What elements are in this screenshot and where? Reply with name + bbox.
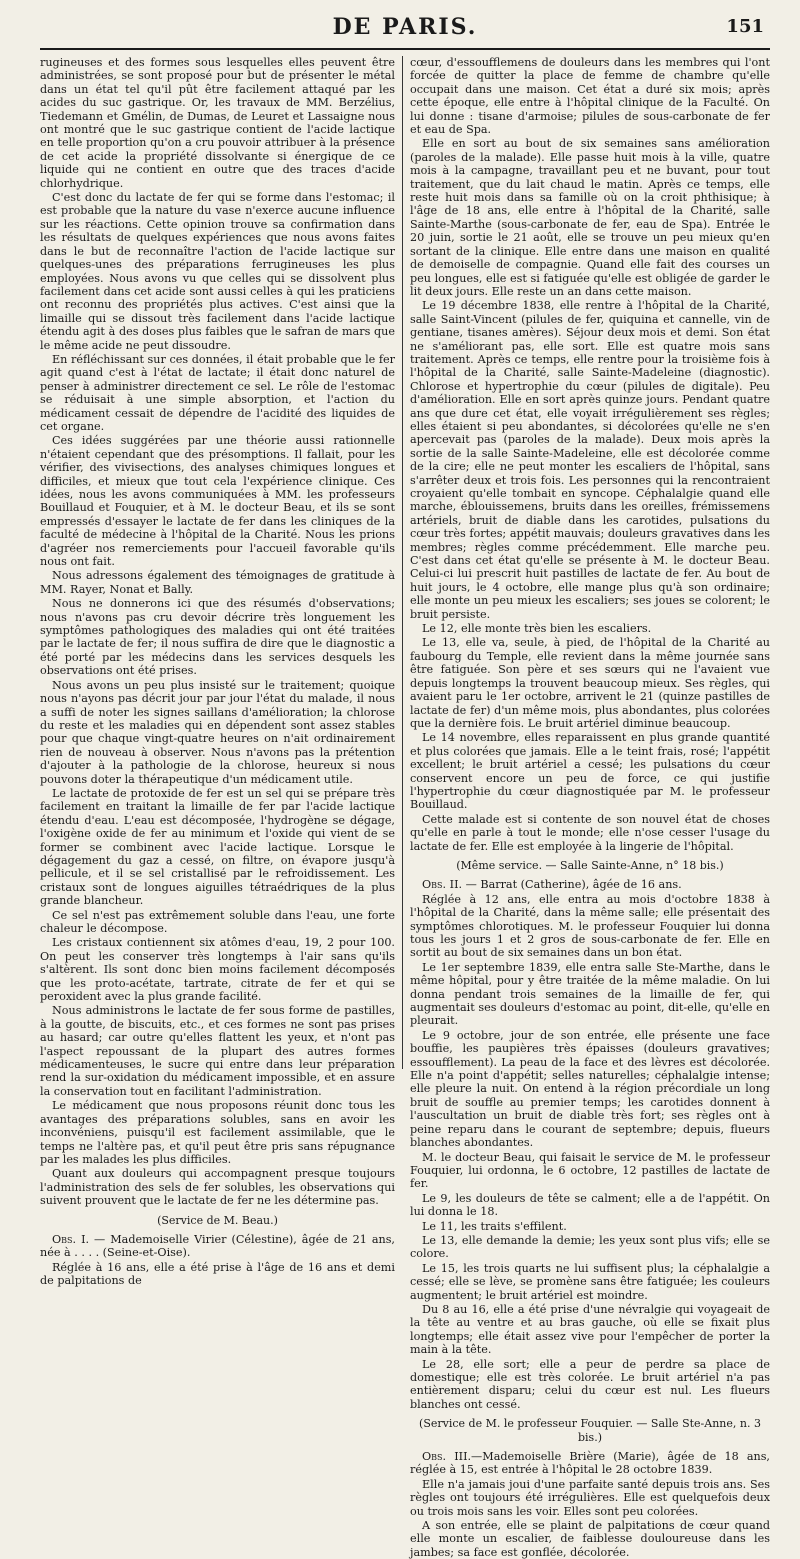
paragraph: M. le docteur Beau, qui faisait le service de M. le professeur Fouquier, lui ordonna, le 6 octobre, 12 pastilles de lactate de fer.: [410, 1150, 770, 1191]
observation-heading: [410, 1450, 770, 1477]
paragraph: Le 28, elle sort; elle a peur de perdre sa place de domestique; elle est très colorée. Le bruit artériel n'a pas entièrement disparu; celui du cœur est nul. Les flueurs blanches ont cessé.: [410, 1357, 770, 1411]
paragraph: cœur, d'essoufflemens de douleurs dans les membres qui l'ont forcée de quitter la place de femme de chambre qu'elle occupait dans une maison. Cet état a duré six mois; après cette époque, elle entre à l'hôpital clinique de la Faculté. On lui donne : tisane d'armoise; pilules de sous-carbonate de fer et eau de Spa.: [410, 56, 770, 137]
paragraph: Nous adressons également des témoignages de gratitude à MM. Rayer, Nonat et Bally.: [40, 569, 395, 596]
paragraph: Cette malade est si contente de son nouvel état de choses qu'elle en parle à tout le monde; elle n'ose cesser l'usage du lactate de fer. Elle est employée à la lingerie de l'hôpital.: [410, 812, 770, 853]
observation-heading: [410, 878, 770, 891]
left-column: [40, 56, 395, 1288]
paragraph: Le 11, les traits s'effilent.: [422, 1219, 567, 1233]
paragraph: C'est donc du lactate de fer qui se forme dans l'estomac; il est probable que la nature du vase n'exerce aucune influence sur les réactions. Cette opinion trouve sa confirmation dans les résultats de quelques expériences que nous avons faites dans le but de reconnaître l'action de l'acide lactique sur quelques-unes des préparations ferrugineuses les plus employées. Nous avons vu que celles qui se dissolvent plus facilement dans cet acide sont aussi celles à qui les praticiens ont reconnu des propriétés plus actives. C'est ainsi que la limaille qui se dissout très facilement dans l'acide lactique étendu agit à des doses plus faibles que le safran de mars que le même acide ne peut dissoudre.: [40, 191, 395, 352]
paragraph: Le 14 novembre, elles reparaissent en plus grande quantité et plus colorées que jamais. Elle a le teint frais, rosé; l'appétit excellent; le bruit artériel a cessé; les pulsations du cœur conservent encore un peu de force, ce qui justifie l'hypertrophie du cœur diagnostiquée par M. le professeur Bouillaud.: [410, 731, 770, 812]
paragraph: Le 9, les douleurs de tête se calment; elle a de l'appétit. On lui donna le 18.: [410, 1191, 770, 1219]
paragraph: En réfléchissant sur ces données, il était probable que le fer agit quand c'est à l'état de lactate; il était donc naturel de penser à administrer directement ce sel. Le rôle de l'estomac se réduisait à une simple absorption, et l'action du médicament cessait de dépendre de l'acidité des liquides de cet organe.: [40, 352, 395, 433]
paragraph: rugineuses et des formes sous lesquelles elles peuvent être administrées, se sont proposé pour but de présenter le métal dans un état tel qu'il pût être facilement attaqué par les acides du suc gastrique. Or, les travaux de MM. Berzélius, Tiedemann et Gmélin, de Dumas, de Leuret et Lassaigne nous ont montré que le suc gastrique contient de l'acide lactique en telle proportion qu'on a cru pouvoir attribuer à la présence de cet acide la propriété dissolvante si énergique de ce liquide qui ne contient en outre que des traces d'acide chlorhydrique.: [40, 56, 395, 190]
paragraph: A son entrée, elle se plaint de palpitations de cœur quand elle monte un escalier, de faiblesse douloureuse dans les jambes; sa face est gonflée, décolorée.: [410, 1519, 770, 1559]
paragraph: Le médicament que nous proposons réunit donc tous les avantages des préparations solubles, sans en avoir les inconvéniens, puisqu'il est facilement assimilable, que le temps ne l'altère pas, et qu'il peut être pris sans répugnance par les malades les plus difficiles.: [40, 1099, 395, 1166]
paragraph: Réglée à 12 ans, elle entra au mois d'octobre 1838 à l'hôpital de la Charité, dans la même salle; elle présentait des symptômes chlorotiques. M. le professeur Fouquier lui donna tous les jours 1 et 2 gros de sous-carbonate de fer. Elle en sortit au bout de six semaines dans un bon état.: [410, 892, 770, 960]
service-heading: (Même service. — Salle Sainte-Anne, n° 18 bis.): [456, 858, 724, 872]
observation-text: —Mademoiselle Brière (Marie), âgée de 18 ans, réglée à 15, est entrée à l'hôpital le 28 octobre 1839.: [410, 1450, 770, 1477]
paragraph: Le 15, les trois quarts ne lui suffisent plus; la céphalalgie a cessé; elle se lève, se promène sans être fatiguée; les couleurs augmentent; le bruit artériel est moindre.: [410, 1261, 770, 1302]
page-header: [40, 14, 770, 50]
service-heading: (Service de M. le professeur Fouquier. — Salle Ste-Anne, n. 3 bis.): [419, 1417, 761, 1444]
paragraph: Nous administrons le lactate de fer sous forme de pastilles, à la goutte, de biscuits, etc., et ces formes ne sont pas prises au hasard; car outre qu'elles flattent les yeux, et n'ont pas l'aspect repoussant de la plupart des autres formes médicamenteuses, le sucre qui entre dans leur préparation rend la sur-oxidation du médicament impossible, et en assure la conservation tout en facilitant l'administration.: [40, 1004, 395, 1098]
observation-heading: [40, 1233, 395, 1260]
paragraph: Le 19 décembre 1838, elle rentre à l'hôpital de la Charité, salle Saint-Vincent (pilules de fer, quiquina et cannelle, vin de gentiane, tisanes amères). Séjour deux mois et demi. Son état ne s'améliorant pas, elle sort. Elle est quatre mois sans traitement. Après ce temps, elle rentre pour la troisième fois à l'hôpital de la Charité, salle Sainte-Madeleine (diagnostic). Chlorose et hypertrophie du cœur (pilules de digitale). Peu d'amélioration. Elle en sort après quinze jours. Pendant quatre ans que dure cet état, elle voyait irrégulièrement ses règles; elles étaient si peu abondantes, si décolorées qu'elle ne s'en apercevait pas (paroles de la malade). Deux mois après la sortie de la salle Sainte-Madeleine, elle est décolorée comme de la cire; elle ne peut monter les escaliers de l'hôpital, sans s'arrêter deux et trois fois. Les personnes qui la rencontraient croyaient qu'elle tombait en syncope. Céphalalgie quand elle marche, éblouissemens, bruits dans les oreilles, frémissemens artériels, bruit de diable dans les carotides, pulsations du cœur très fortes; appétit mauvais; douleurs gravatives dans les membres; règles comme précédemment. Elle marche peu. C'est dans cet état qu'elle se présente à M. le docteur Beau. Celui-ci lui prescrit huit pastilles de lactate de fer. Au bout de huit jours, le 4 octobre, elle mange plus qu'à son ordinaire; elle monte un peu mieux les escaliers; ses joues se colorent; le bruit persiste.: [410, 299, 770, 621]
observation-label: Obs. I.: [52, 1232, 90, 1246]
paragraph: Le 13, elle demande la demie; les yeux sont plus vifs; elle se colore.: [410, 1233, 770, 1261]
paragraph: Le 12, elle monte très bien les escaliers.: [422, 622, 652, 636]
paragraph: Elle en sort au bout de six semaines sans amélioration (paroles de la malade). Elle passe huit mois à la ville, quatre mois à la campagne, travaillant peu et ne buvant, pour tout traitement, que du lait chaud le matin. Après ce temps, elle reste huit mois dans sa famille où on la croit phthisique; à l'âge de 18 ans, elle entre à l'hôpital de la Charité, salle Sainte-Marthe (sous-carbonate de fer, eau de Spa). Entrée le 20 juin, sortie le 21 août, elle se trouve un peu mieux qu'en sortant de la clinique. Elle entre dans une maison en qualité de demoiselle de compagnie. Quand elle fait des courses un peu longues, elle est si fatiguée qu'elle est obligée de garder le lit deux jours. Elle reste un an dans cette maison.: [410, 137, 770, 298]
observation-label: Obs. II.: [422, 878, 463, 892]
paragraph: Ces idées suggérées par une théorie aussi rationnelle n'étaient cependant que des présomptions. Il fallait, pour les vérifier, des vivisections, des analyses chimiques longues et difficiles, et mieux que tout cela l'expérience clinique. Ces idées, nous les avons communiquées à MM. les professeurs Bouillaud et Fouquier, et à M. le docteur Beau, et ils se sont empressés d'essayer le lactate de fer dans les cliniques de la faculté de médecine à l'hôpital de la Charité. Nous les prions d'agréer nos remerciements pour l'accueil favorable qu'ils nous ont fait.: [40, 434, 395, 569]
paragraph: Réglée à 16 ans, elle a été prise à l'âge de 16 ans et demi de palpitations de: [40, 1260, 395, 1288]
service-heading: (Service de M. Beau.): [157, 1213, 278, 1227]
paragraph: Le 1er septembre 1839, elle entra salle Ste-Marthe, dans le même hôpital, pour y être traitée de la même maladie. On lui donna pendant trois semaines de la limaille de fer, qui augmentait ses douleurs d'estomac au point, dit-elle, qu'elle en pleurait.: [410, 960, 770, 1028]
paragraph: Nous avons un peu plus insisté sur le traitement; quoique nous n'ayons pas décrit jour par jour l'état du malade, il nous a suffi de noter les signes saillans d'amélioration; la chlorose du reste et les maladies qui en dépendent sont assez stables pour que chaque vingt-quatre heures on n'ait ordinairement rien de nouveau à observer. Nous n'avons pas la prétention d'ajouter à la pathologie de la chlorose, heureux si nous pouvons doter la thérapeutique d'un médicament utile.: [40, 678, 395, 786]
page-number: 151: [726, 16, 764, 37]
paragraph: Le lactate de protoxide de fer est un sel qui se prépare très facilement en traitant la limaille de fer par l'acide lactique étendu d'eau. L'eau est décomposée, l'hydrogène se dégage, l'oxigène oxide de fer au minimum et l'oxide qui vient de se former se combinent avec l'acide lactique. Lorsque le dégagement du gaz a cessé, on filtre, on évapore jusqu'à pellicule, et il se sel cristallisé par le refroidissement. Les cristaux sont de longues aiguilles tétraédriques de la plus grande blancheur.: [40, 786, 395, 908]
paragraph: Ce sel n'est pas extrêmement soluble dans l'eau, une forte chaleur le décompose.: [40, 908, 395, 935]
paragraph: Quant aux douleurs qui accompagnent presque toujours l'administration des sels de fer solubles, les observations qui suivent prouvent que le lactate de fer ne les détermine pas.: [40, 1167, 395, 1208]
paragraph: Le 9 octobre, jour de son entrée, elle présente une face bouffie, les paupières très épaisses (douleurs gravatives; essoufflement). La peau de la face et des lèvres est décolorée. Elle n'a point d'appétit; selles naturelles; céphalalgie intense; elle pleure la nuit. On entend à la région précordiale un long bruit de souffle au premier temps; les carotides donnent à l'auscultation un bruit de diable très fort; ses règles ont à peine reparu dans le courant de septembre; depuis, flueurs blanches abondantes.: [410, 1028, 770, 1150]
paragraph: Le 13, elle va, seule, à pied, de l'hôpital de la Charité au faubourg du Temple, elle revient dans la même journée sans être fatiguée. Son père et ses sœurs qui ne l'avaient vue depuis longtemps la trouvent beaucoup mieux. Ses règles, qui avaient paru le 1er octobre, arrivent le 21 (quinze pastilles de lactate de fer) d'un même mois, plus abondantes, plus colorées que la dernière fois. Le bruit artériel diminue beaucoup.: [410, 636, 770, 730]
observation-text: — Barrat (Catherine), âgée de 16 ans.: [462, 878, 682, 892]
observation-label: Obs. III.: [422, 1450, 472, 1464]
paragraph: Nous ne donnerons ici que des résumés d'observations; nous n'avons pas cru devoir décrire très longuement les symptômes pathologiques des maladies qui ont été traitées par le lactate de fer; il nous suffira de dire que le diagnostic a été porté par les médecins dans les services desquels les observations ont été prises.: [40, 597, 395, 678]
paragraph: Du 8 au 16, elle a été prise d'une névralgie qui voyageait de la tête au ventre et au bras gauche, où elle se fixait plus longtemps; elle était assez vive pour l'empêcher de porter la main à la tête.: [410, 1302, 770, 1357]
observation-text: — Mademoiselle Virier (Célestine), âgée de 21 ans, née à . . . . (Seine-et-Oise).: [40, 1232, 395, 1260]
paragraph: Elle n'a jamais joui d'une parfaite santé depuis trois ans. Ses règles ont toujours été irrégulières. Elle est quelquefois deux ou trois mois sans les voir. Elles sont peu colorées.: [410, 1477, 770, 1518]
running-title: DE PARIS.: [332, 14, 478, 40]
right-column: [410, 56, 770, 1559]
paragraph: Les cristaux contiennent six atômes d'eau, 19, 2 pour 100. On peut les conserver très longtemps à l'air sans qu'ils s'altèrent. Ils sont donc bien moins facilement décomposés que les proto-acétate, tartrate, citrate de fer et qui se peroxident avec la plus grande facilité.: [40, 936, 395, 1004]
column-rule: [402, 56, 403, 1069]
